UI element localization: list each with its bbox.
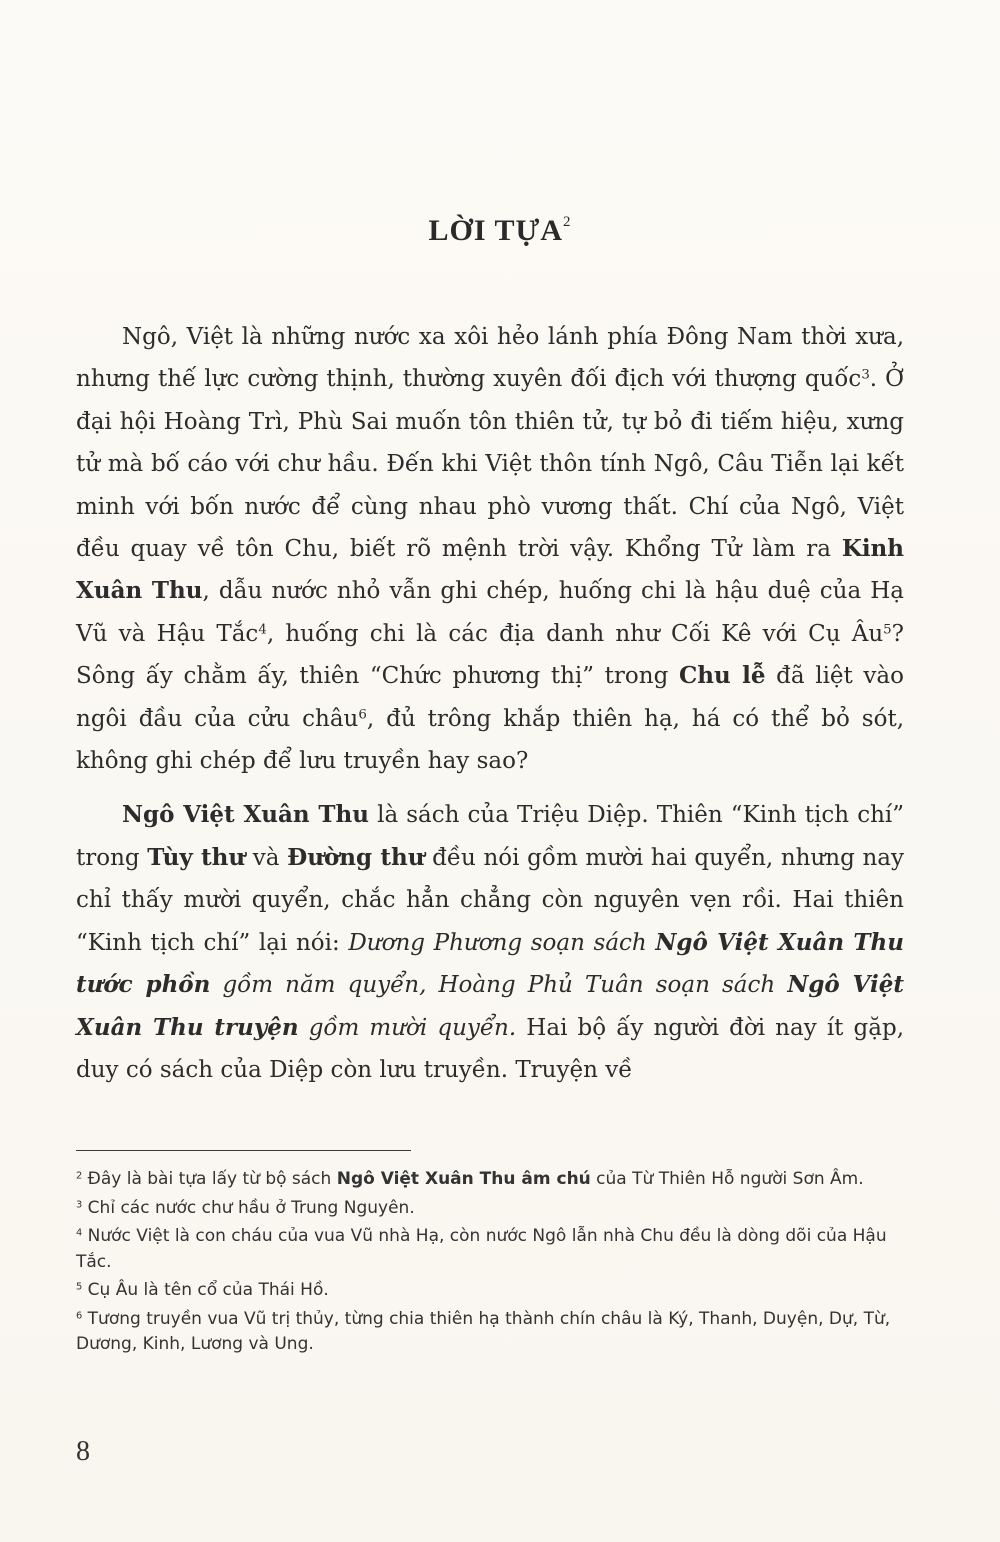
quoted-text: gồm mười quyển. <box>298 1014 517 1041</box>
title-text: LỜI TỰA <box>428 214 564 247</box>
text-run: Ngô, Việt là những nước xa xôi hẻo lánh phía Đông Nam thời xưa, nhưng thế lực cường thịnh, thường xuyên đối địch với thượng quốc <box>76 324 904 393</box>
paragraph <box>76 316 904 782</box>
footnote-ref: 3 <box>861 368 870 384</box>
text-run: Hai bộ ấy người đời nay ít gặp, duy có sách của Diệp còn lưu truyền. Truyện về <box>76 1014 905 1083</box>
footnote-ref: 5 <box>76 1281 83 1293</box>
text-run: . Ở đại hội Hoàng Trì, Phù Sai muốn tôn thiên tử, tự bỏ đi tiếm hiệu, xưng tử mà bố cáo với chư hầu. Đến khi Việt thôn tính Ngô, Câu Tiễn lại kết minh với bốn nước để cùng nhau phò vương thất. Chí của Ngô, Việt đều quay về tôn Chu, biết rõ mệnh trời vậy. Khổng Tử làm ra <box>76 366 904 563</box>
footnote-ref: 5 <box>883 622 892 638</box>
quoted-text: Dương Phương soạn sách <box>348 929 656 956</box>
footnote-ref: 2 <box>76 1170 83 1182</box>
footnote-ref: 4 <box>258 622 267 638</box>
text-run: đã liệt vào ngôi đầu của cửu châu <box>76 663 904 732</box>
text-run: Đây là bài tựa lấy từ bộ sách <box>82 1169 337 1189</box>
text-run: Chỉ các nước chư hầu ở Trung Nguyên. <box>82 1197 415 1218</box>
text-run: ? Sông ấy chằm ấy, thiên “Chức phương thị” trong <box>76 620 904 690</box>
footnote <box>76 1196 904 1222</box>
book-title-italic: Ngô Việt Xuân Thu tước phồn <box>76 928 904 999</box>
book-title: Chu lễ <box>678 662 766 690</box>
book-title: Đường thư <box>287 843 425 871</box>
title-footnote-ref: 2 <box>563 214 572 230</box>
text-run: của Từ Thiên Hỗ người Sơn Âm. <box>590 1169 864 1189</box>
quoted-text: gồm năm quyển, Hoàng Phủ Tuân soạn sách <box>210 972 788 999</box>
footnote-ref: 6 <box>76 1310 83 1322</box>
book-title: Ngô Việt Xuân Thu <box>122 801 369 829</box>
body-text <box>76 316 904 1091</box>
book-title-italic: Ngô Việt Xuân Thu truyện <box>76 971 904 1041</box>
text-run: Cụ Âu là tên cổ của Thái Hồ. <box>82 1280 329 1300</box>
footnote <box>76 1224 904 1275</box>
footnote-ref: 3 <box>76 1199 83 1211</box>
text-run: , dẫu nước nhỏ vẫn ghi chép, huống chi là hậu duệ của Hạ Vũ và Hậu Tắc <box>76 578 904 647</box>
text-run: , huống chi là các địa danh như Cối Kê với Cụ Âu <box>266 620 884 647</box>
page-title <box>0 214 1000 248</box>
footnotes <box>76 1167 904 1361</box>
book-title: Kinh Xuân Thu <box>76 535 904 605</box>
footnote-divider <box>76 1150 411 1151</box>
footnote <box>76 1278 904 1304</box>
book-title: Tùy thư <box>147 843 246 871</box>
page-number: 8 <box>76 1436 90 1467</box>
footnote <box>76 1307 904 1358</box>
book-title: Ngô Việt Xuân Thu âm chú <box>336 1169 591 1189</box>
text-run: đều nói gồm mười hai quyển, nhưng nay chỉ thấy mười quyển, chắc hẳn chẳng còn nguyên vẹn rồi. Hai thiên “Kinh tịch chí” lại nói: <box>76 844 904 956</box>
footnote-ref: 6 <box>358 707 367 723</box>
paragraph <box>76 794 904 1091</box>
footnote-ref: 4 <box>76 1227 83 1239</box>
text-run: Tương truyền vua Vũ trị thủy, từng chia thiên hạ thành chín châu là Ký, Thanh, Duyện, Dự, Từ, Dương, Kinh, Lương và Ung. <box>76 1308 891 1354</box>
text-run: Nước Việt là con cháu của vua Vũ nhà Hạ, còn nước Ngô lẫn nhà Chu đều là dòng dõi của Hậu Tắc. <box>76 1226 887 1272</box>
text-run: , đủ trông khắp thiên hạ, há có thể bỏ sót, không ghi chép để lưu truyền hay sao? <box>76 705 905 775</box>
footnote <box>76 1167 904 1193</box>
text-run: và <box>245 844 288 871</box>
text-run: là sách của Triệu Diệp. Thiên “Kinh tịch chí” trong <box>76 802 904 871</box>
